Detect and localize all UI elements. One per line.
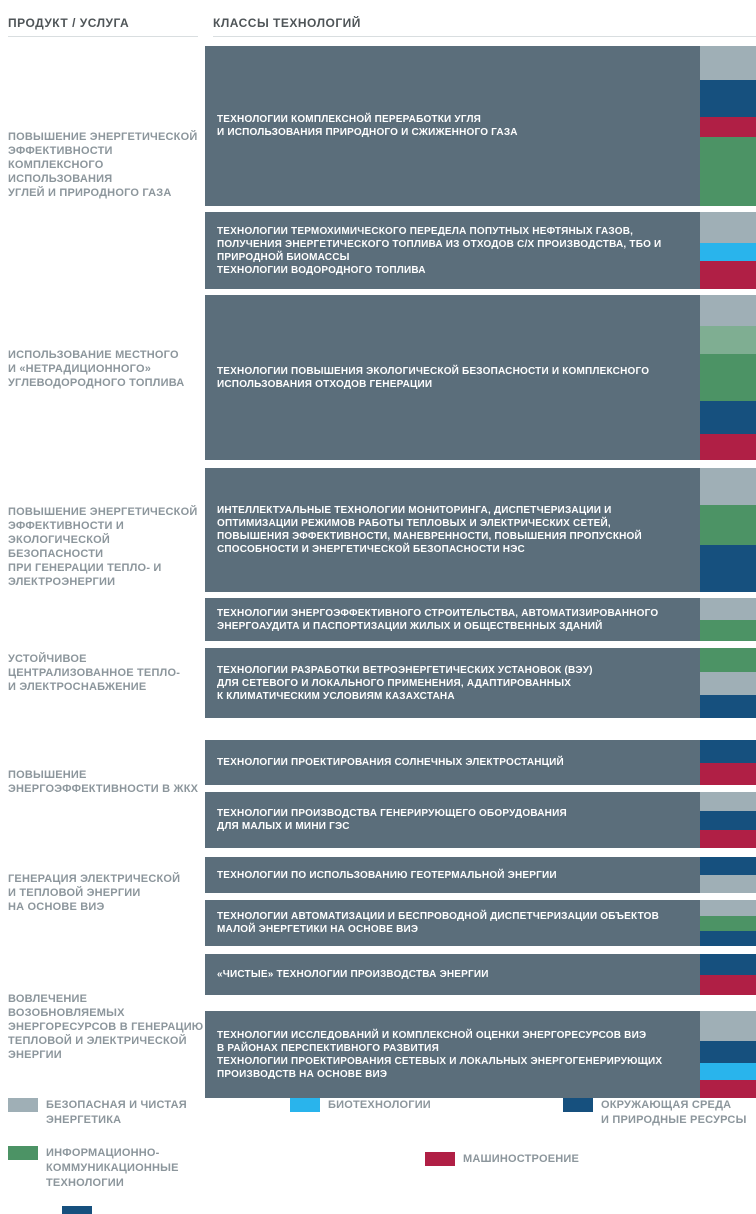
tech-class-title [205, 46, 700, 206]
tech-class-block [205, 648, 756, 718]
product-label-line: УГЛЕЙ И ПРИРОДНОГО ГАЗА [8, 187, 172, 199]
tech-class-block [205, 740, 756, 785]
tech-class-title [205, 792, 700, 848]
tech-class-block [205, 46, 756, 206]
tech-class-block [205, 295, 756, 460]
legend-label [601, 1098, 747, 1128]
legend-label-line: ЭНЕРГЕТИКА [46, 1114, 122, 1126]
category-chip-environment [700, 857, 756, 875]
product-label-line: ЭФФЕКТИВНОСТИ [8, 145, 113, 157]
product-label-line: ПОВЫШЕНИЕ ЭНЕРГЕТИЧЕСКОЙ [8, 506, 198, 518]
product-label-line: И ЭЛЕКТРОСНАБЖЕНИЕ [8, 681, 147, 693]
legend-label [328, 1098, 431, 1113]
tech-class-title-line: ИСПОЛЬЗОВАНИЯ ОТХОДОВ ГЕНЕРАЦИИ [217, 378, 433, 390]
tech-class-title-line: «ЧИСТЫЕ» ТЕХНОЛОГИИ ПРОИЗВОДСТВА ЭНЕРГИИ [217, 969, 489, 980]
category-chip-environment [700, 954, 756, 975]
category-chip-strip [700, 1011, 756, 1098]
product-label-line: И ТЕПЛОВОЙ ЭНЕРГИИ [8, 887, 141, 899]
category-chip-environment [700, 740, 756, 763]
tech-class-title-line: ТЕХНОЛОГИИ РАЗРАБОТКИ ВЕТРОЭНЕРГЕТИЧЕСКИХ УСТАНОВОК (ВЭУ) [217, 664, 593, 676]
tech-class-title [205, 1011, 700, 1098]
category-chip-strip [700, 648, 756, 718]
product-label-line: ВОВЛЕЧЕНИЕ ВОЗОБНОВЛЯЕМЫХ [8, 993, 125, 1019]
category-chip-strip [700, 598, 756, 641]
product-label-line: ЭЛЕКТРОЭНЕРГИИ [8, 576, 116, 588]
category-chip-machinery [700, 1080, 756, 1098]
category-chip-safe_energy [700, 295, 756, 326]
tech-class-title-line: ТЕХНОЛОГИИ ИССЛЕДОВАНИЙ И КОМПЛЕКСНОЙ ОЦЕНКИ ЭНЕРГОРЕСУРСОВ ВИЭ [217, 1029, 647, 1041]
legend-item [62, 1206, 92, 1214]
product-column-header: ПРОДУКТ / УСЛУГА [8, 16, 198, 37]
product-label-line: УСТОЙЧИВОЕ [8, 653, 87, 665]
tech-class-title-line: К КЛИМАТИЧЕСКИМ УСЛОВИЯМ КАЗАХСТАНА [217, 690, 455, 702]
tech-class-title-line: И ИСПОЛЬЗОВАНИЯ ПРИРОДНОГО И СЖИЖЕННОГО ГАЗА [217, 127, 518, 138]
product-label-line: УГЛЕВОДОРОДНОГО ТОПЛИВА [8, 377, 185, 389]
tech-class-title-line: ТЕХНОЛОГИИ ПОВЫШЕНИЯ ЭКОЛОГИЧЕСКОЙ БЕЗОПАСНОСТИ И КОМПЛЕКСНОГО [217, 365, 650, 377]
category-chip-safe_energy [700, 598, 756, 620]
category-chip-safe_energy [700, 672, 756, 695]
tech-class-title [205, 954, 700, 995]
tech-class-title-line: ДЛЯ МАЛЫХ И МИНИ ГЭС [217, 821, 350, 832]
tech-class-title-line: ТЕХНОЛОГИИ ПРОЕКТИРОВАНИЯ СОЛНЕЧНЫХ ЭЛЕКТРОСТАНЦИЙ [217, 757, 564, 768]
category-chip-machinery [700, 763, 756, 785]
category-chip-strip [700, 954, 756, 995]
legend-chip-bio [290, 1098, 320, 1112]
legend-item [8, 1146, 179, 1191]
tech-class-title-line: ОПТИМИЗАЦИИ РЕЖИМОВ РАБОТЫ ТЕПЛОВЫХ И ЭЛЕКТРИЧЕСКИХ СЕТЕЙ, [217, 518, 611, 529]
category-chip-strip [700, 295, 756, 460]
product-label-line: ПОВЫШЕНИЕ ЭНЕРГЕТИЧЕСКОЙ [8, 131, 198, 143]
legend-chip-ict [8, 1146, 38, 1160]
category-chip-ict [700, 620, 756, 641]
category-chip-safe_energy [700, 46, 756, 80]
tech-class-block [205, 954, 756, 995]
category-chip-strip [700, 46, 756, 206]
tech-class-title-line: ПРОИЗВОДСТВ НА ОСНОВЕ ВИЭ [217, 1068, 388, 1080]
tech-class-title-line: ТЕХНОЛОГИИ ЭНЕРГОЭФФЕКТИВНОГО СТРОИТЕЛЬСТВА, АВТОМАТИЗИРОВАННОГО [217, 607, 659, 619]
product-label-line: ТЕПЛОВОЙ И ЭЛЕКТРИЧЕСКОЙ [8, 1035, 187, 1047]
tech-class-title [205, 295, 700, 460]
product-label-line: ЭНЕРГОРЕСУРСОВ В ГЕНЕРАЦИЮ [8, 1021, 204, 1033]
product-label-line: ЭФФЕКТИВНОСТИ И [8, 520, 124, 532]
category-chip-bio [700, 1063, 756, 1080]
tech-column-header: КЛАССЫ ТЕХНОЛОГИЙ [213, 16, 756, 37]
category-chip-environment [700, 811, 756, 830]
legend-chip-environment [563, 1098, 593, 1112]
legend-label-line: ТЕХНОЛОГИИ [46, 1177, 124, 1189]
tech-class-block [205, 792, 756, 848]
tech-class-block [205, 1011, 756, 1098]
tech-class-title-line: ТЕХНОЛОГИИ ПРОЕКТИРОВАНИЯ СЕТЕВЫХ И ЛОКАЛЬНЫХ ЭНЕРГОГЕНЕРИРУЮЩИХ [217, 1055, 663, 1067]
category-chip-environment [700, 545, 756, 592]
tech-class-title-line: ТЕХНОЛОГИИ КОМПЛЕКСНОЙ ПЕРЕРАБОТКИ УГЛЯ [217, 114, 482, 125]
product-label-line: ПРИ ГЕНЕРАЦИИ ТЕПЛО- И [8, 562, 162, 574]
category-chip-safe_energy [700, 900, 756, 916]
tech-class-block [205, 212, 756, 289]
category-chip-machinery [700, 261, 756, 289]
category-chip-bio [700, 243, 756, 261]
product-label [8, 505, 204, 589]
legend-chip-safe_energy [8, 1098, 38, 1112]
legend-chip-machinery [425, 1152, 455, 1166]
legend-label [463, 1152, 579, 1167]
legend-label-line: ИНФОРМАЦИОННО- [46, 1147, 160, 1159]
tech-class-title-line: ТЕХНОЛОГИИ ТЕРМОХИМИЧЕСКОГО ПЕРЕДЕЛА ПОПУТНЫХ НЕФТЯНЫХ ГАЗОВ, [217, 225, 634, 237]
category-chip-ict [700, 916, 756, 931]
legend-item [8, 1098, 187, 1128]
tech-class-block [205, 598, 756, 641]
category-chip-ict [700, 137, 756, 206]
category-chip-safe_energy [700, 875, 756, 893]
product-label-line: ЭКОЛОГИЧЕСКОЙ БЕЗОПАСНОСТИ [8, 534, 111, 560]
tech-class-block [205, 857, 756, 893]
legend-label-line: КОММУНИКАЦИОННЫЕ [46, 1162, 179, 1174]
legend-label-line: МАШИНОСТРОЕНИЕ [463, 1153, 580, 1165]
tech-class-title [205, 212, 700, 289]
category-chip-environment [700, 1041, 756, 1063]
category-chip-strip [700, 468, 756, 592]
product-label [8, 768, 204, 796]
category-chip-ict_light [700, 326, 756, 354]
product-label-line: КОМПЛЕКСНОГО ИСПОЛЬЗОВАНИЯ [8, 159, 113, 185]
category-chip-safe_energy [700, 468, 756, 505]
tech-class-title-line: ПОВЫШЕНИЯ ЭФФЕКТИВНОСТИ, МАНЕВРЕННОСТИ, ПОВЫШЕНИЯ ПРОПУСКНОЙ [217, 531, 642, 542]
category-chip-ict [700, 648, 756, 672]
category-chip-safe_energy [700, 212, 756, 243]
legend-label [46, 1098, 187, 1128]
tech-class-title-line: ЭНЕРГОАУДИТА И ПАСПОРТИЗАЦИИ ЖИЛЫХ И ОБЩЕСТВЕННЫХ ЗДАНИЙ [217, 620, 603, 632]
category-chip-strip [700, 740, 756, 785]
tech-class-title-line: МАЛОЙ ЭНЕРГЕТИКИ НА ОСНОВЕ ВИЭ [217, 924, 419, 935]
tech-class-title [205, 900, 700, 946]
category-chip-environment [700, 695, 756, 718]
product-label-line: ПОВЫШЕНИЕ [8, 769, 87, 781]
category-chip-environment [700, 401, 756, 434]
legend-label-line: БИОТЕХНОЛОГИИ [328, 1099, 431, 1111]
category-chip-strip [700, 857, 756, 893]
legend-label-line: И ПРИРОДНЫЕ РЕСУРСЫ [601, 1114, 747, 1126]
product-label [8, 872, 204, 914]
product-label [8, 130, 204, 200]
legend-label-line: БЕЗОПАСНАЯ И ЧИСТАЯ [46, 1099, 187, 1111]
legend-item [425, 1152, 579, 1167]
legend-chip-environment [62, 1206, 92, 1214]
product-label [8, 992, 204, 1062]
category-chip-environment [700, 931, 756, 946]
category-chip-machinery [700, 434, 756, 460]
category-chip-machinery [700, 117, 756, 137]
product-label-line: ЭНЕРГИИ [8, 1049, 62, 1061]
product-label-line: ГЕНЕРАЦИЯ ЭЛЕКТРИЧЕСКОЙ [8, 873, 181, 885]
tech-class-title-line: ТЕХНОЛОГИИ ВОДОРОДНОГО ТОПЛИВА [217, 264, 426, 276]
tech-class-title [205, 598, 700, 641]
category-chip-strip [700, 792, 756, 848]
product-label-line: И «НЕТРАДИЦИОННОГО» [8, 363, 152, 375]
tech-class-title [205, 857, 700, 893]
category-chip-environment [700, 80, 756, 117]
category-chip-safe_energy [700, 792, 756, 811]
category-chip-ict [700, 354, 756, 401]
legend-label [46, 1146, 179, 1191]
product-label-line: НА ОСНОВЕ ВИЭ [8, 901, 105, 913]
tech-class-title-line: ТЕХНОЛОГИИ ПО ИСПОЛЬЗОВАНИЮ ГЕОТЕРМАЛЬНОЙ ЭНЕРГИИ [217, 869, 557, 881]
tech-class-block [205, 468, 756, 592]
category-chip-machinery [700, 975, 756, 995]
tech-class-title [205, 740, 700, 785]
tech-class-title-line: ИНТЕЛЛЕКТУАЛЬНЫЕ ТЕХНОЛОГИИ МОНИТОРИНГА, ДИСПЕТЧЕРИЗАЦИИ И [217, 505, 612, 516]
product-label [8, 652, 204, 694]
tech-class-title [205, 648, 700, 718]
product-label [8, 348, 204, 390]
tech-class-title-line: ПРИРОДНОЙ БИОМАССЫ [217, 251, 350, 263]
product-label-line: ЦЕНТРАЛИЗОВАННОЕ ТЕПЛО- [8, 667, 181, 679]
category-chip-safe_energy [700, 1011, 756, 1041]
tech-class-title-line: ПОЛУЧЕНИЯ ЭНЕРГЕТИЧЕСКОГО ТОПЛИВА ИЗ ОТХОДОВ С/Х ПРОИЗВОДСТВА, ТБО И [217, 238, 662, 250]
category-chip-machinery [700, 830, 756, 848]
legend-label-line: ОКРУЖАЮЩАЯ СРЕДА [601, 1099, 732, 1111]
tech-class-title-line: ТЕХНОЛОГИИ ПРОИЗВОДСТВА ГЕНЕРИРУЮЩЕГО ОБОРУДОВАНИЯ [217, 808, 567, 819]
category-chip-ict [700, 505, 756, 545]
category-chip-strip [700, 212, 756, 289]
tech-class-block [205, 900, 756, 946]
legend-item [563, 1098, 747, 1128]
tech-class-title-line: ТЕХНОЛОГИИ АВТОМАТИЗАЦИИ И БЕСПРОВОДНОЙ ДИСПЕТЧЕРИЗАЦИИ ОБЪЕКТОВ [217, 911, 660, 922]
category-chip-strip [700, 900, 756, 946]
tech-class-title [205, 468, 700, 592]
product-label-line: ЭНЕРГОЭФФЕКТИВНОСТИ В ЖКХ [8, 783, 199, 795]
tech-class-title-line: ДЛЯ СЕТЕВОГО И ЛОКАЛЬНОГО ПРИМЕНЕНИЯ, АДАПТИРОВАННЫХ [217, 677, 572, 689]
tech-class-title-line: В РАЙОНАХ ПЕРСПЕКТИВНОГО РАЗВИТИЯ [217, 1042, 439, 1054]
legend-item [290, 1098, 431, 1113]
product-label-line: ИСПОЛЬЗОВАНИЕ МЕСТНОГО [8, 349, 179, 361]
tech-class-title-line: СПОСОБНОСТИ И ЭНЕРГЕТИЧЕСКОЙ БЕЗОПАСНОСТИ НЭС [217, 544, 525, 555]
